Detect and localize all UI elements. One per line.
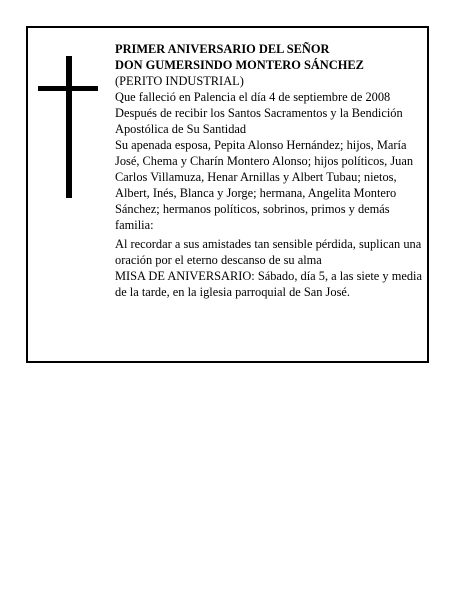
notice-prayer: Al recordar a sus amistades tan sensible pérdida, suplican una oración por el eterno descanso de su alma [115, 237, 422, 267]
notice-text [115, 41, 425, 300]
cross-icon-bar [38, 86, 98, 91]
notice-title-line2: DON GUMERSINDO MONTERO SÁNCHEZ [115, 58, 364, 72]
notice-mass: MISA DE ANIVERSARIO: Sábado, día 5, a las siete y media de la tarde, en la iglesia parroquial de San José. [115, 269, 422, 299]
notice-title-line1: PRIMER ANIVERSARIO DEL SEÑOR [115, 42, 330, 56]
notice-profession: (PERITO INDUSTRIAL) [115, 74, 244, 88]
notice-sacraments: Después de recibir los Santos Sacramentos y la Bendición Apostólica de Su Santidad [115, 106, 403, 136]
notice-family: Su apenada esposa, Pepita Alonso Hernández; hijos, María José, Chema y Charín Montero Alonso; hijos políticos, Juan Carlos Villamuza, Henar Arnillas y Albert Tubau; nietos, Albert, Inés, Blanca y Jorge; hermana, Angelita Montero Sánchez; hermanos políticos, sobrinos, primos y demás familia: [115, 138, 414, 232]
obituary-notice [26, 26, 429, 363]
notice-death: Que falleció en Palencia el día 4 de septiembre de 2008 [115, 90, 391, 104]
cross-icon [66, 56, 72, 198]
